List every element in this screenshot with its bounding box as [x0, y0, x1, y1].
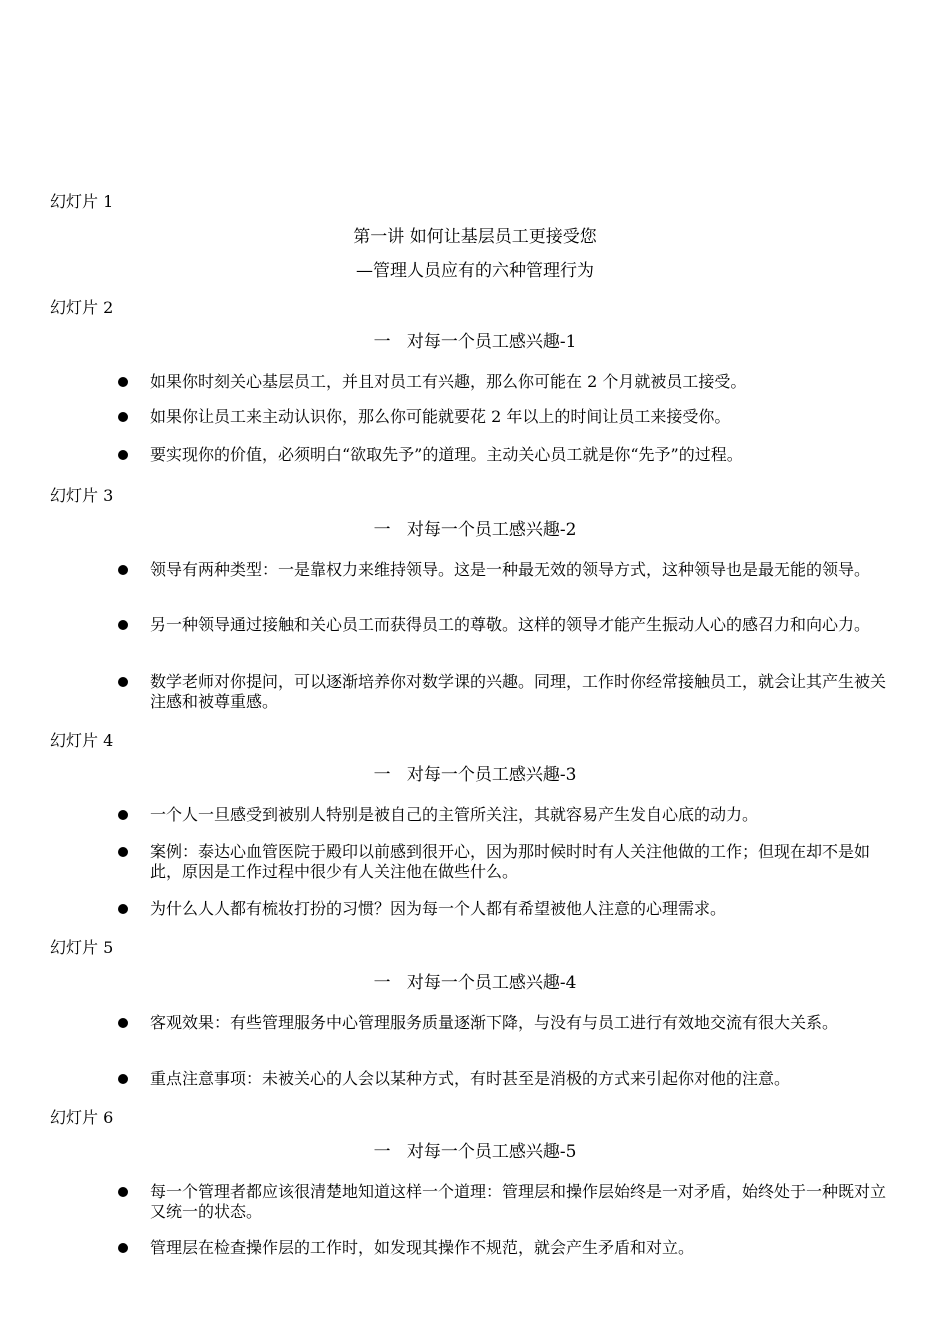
slide-3-title: 一 对每一个员工感兴趣-2 [373, 520, 577, 540]
bullet-dot-icon [118, 1243, 128, 1253]
bullet-text: 如果你让员工来主动认识你，那么你可能就要花 2 年以上的时间让员工来接受你。 [150, 407, 731, 426]
bullet-dot-icon [118, 677, 128, 687]
bullet-dot-icon [118, 847, 128, 857]
bullet-dot-icon [118, 1074, 128, 1084]
slide-2-label: 幻灯片 2 [50, 298, 114, 317]
bullet-text: 为什么人人都有梳妆打扮的习惯？因为每一个人都有希望被他人注意的心理需求。 [150, 899, 727, 918]
bullet-dot-icon [118, 810, 128, 820]
bullet-text: 重点注意事项：未被关心的人会以某种方式，有时甚至是消极的方式来引起你对他的注意。 [150, 1069, 791, 1088]
bullet-dot-icon [118, 565, 128, 575]
bullet-text: 要实现你的价值，必须明白“欲取先予”的道理。主动关心员工就是你“先予”的过程。 [150, 445, 743, 464]
bullet-text: 另一种领导通过接触和关心员工而获得员工的尊敬。这样的领导才能产生振动人心的感召力和向心力。 [150, 615, 871, 634]
slide-4-title: 一 对每一个员工感兴趣-3 [373, 765, 577, 785]
bullet-dot-icon [118, 1187, 128, 1197]
slide-2-title: 一 对每一个员工感兴趣-1 [373, 332, 577, 352]
slide-1-label: 幻灯片 1 [50, 192, 114, 211]
bullet-text: 如果你时刻关心基层员工，并且对员工有兴趣，那么你可能在 2 个月就被员工接受。 [150, 372, 747, 391]
slide-1-title: 第一讲 如何让基层员工更接受您 [353, 227, 597, 247]
bullet-text: 一个人一旦感受到被别人特别是被自己的主管所关注，其就容易产生发自心底的动力。 [150, 805, 759, 824]
bullet-dot-icon [118, 620, 128, 630]
bullet-text: 数学老师对你提问，可以逐渐培养你对数学课的兴趣。同理，工作时你经常接触员工，就会让其产生被关注感和被尊重感。 [150, 672, 887, 711]
slide-5-label: 幻灯片 5 [50, 938, 114, 957]
bullet-text: 管理层在检查操作层的工作时，如发现其操作不规范，就会产生矛盾和对立。 [150, 1238, 695, 1257]
bullet-text: 客观效果：有些管理服务中心管理服务质量逐渐下降，与没有与员工进行有效地交流有很大关系。 [150, 1013, 839, 1032]
bullet-dot-icon [118, 1018, 128, 1028]
bullet-dot-icon [118, 377, 128, 387]
slide-3-label: 幻灯片 3 [50, 486, 114, 505]
slide-4-label: 幻灯片 4 [50, 731, 114, 750]
bullet-text: 案例：泰达心血管医院于殿印以前感到很开心，因为那时候时时有人关注他做的工作；但现在却不是如此，原因是工作过程中很少有人关注他在做些什么。 [150, 842, 871, 881]
slide-1-subtitle: —管理人员应有的六种管理行为 [356, 261, 594, 281]
bullet-text: 每一个管理者都应该很清楚地知道这样一个道理：管理层和操作层始终是一对矛盾，始终处于一种既对立又统一的状态。 [150, 1182, 887, 1221]
bullet-dot-icon [118, 412, 128, 422]
slide-5-title: 一 对每一个员工感兴趣-4 [373, 973, 577, 993]
bullet-text: 领导有两种类型：一是靠权力来维持领导。这是一种最无效的领导方式，这种领导也是最无能的领导。 [150, 560, 871, 579]
bullet-dot-icon [118, 450, 128, 460]
slide-6-title: 一 对每一个员工感兴趣-5 [373, 1142, 577, 1162]
slide-6-label: 幻灯片 6 [50, 1108, 114, 1127]
bullet-dot-icon [118, 904, 128, 914]
